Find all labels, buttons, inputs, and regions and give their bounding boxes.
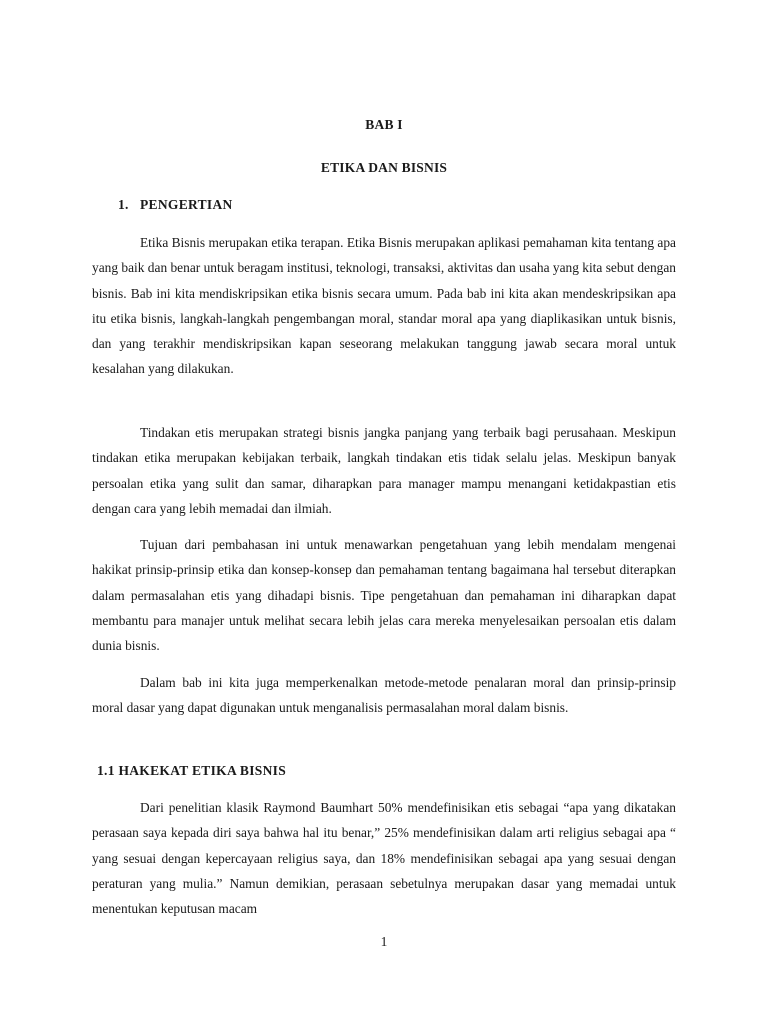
chapter-title: ETIKA DAN BISNIS [320, 160, 448, 175]
section-heading-pengertian [118, 197, 233, 213]
paragraph-5: Dari penelitian klasik Raymond Baumhart 50% mendefinisikan etis sebagai “apa yang dikatakan perasaan saya kepada diri saya bahwa hal itu benar,” 25% mendefinisikan dalam arti religius sebagai apa “ yang sesuai dengan kepercayaan religius saya, dan 18% mendefinisikan sebagai apa yang sesuai dengan peraturan yang mulia.” Namun demikian, perasaan sebetulnya merupakan dasar yang memadai untuk menentukan keputusan macam [92, 800, 676, 917]
paragraph-1: Etika Bisnis merupakan etika terapan. Etika Bisnis merupakan aplikasi pemahaman kita tentang apa yang baik dan benar untuk beragam institusi, teknologi, transaksi, aktivitas dan usaha yang kita sebut dengan bisnis. Bab ini kita mendiskripsikan etika bisnis secara umum. Pada bab ini kita akan mendeskripsikan apa itu etika bisnis, langkah-langkah pengembangan moral, standar moral apa yang diaplikasikan untuk bisnis, dan yang terakhir mendiskripsikan kapan seseorang melakukan tanggung jawab secara moral untuk kesalahan yang dilakukan. [92, 235, 676, 377]
section-number: 1. [118, 197, 129, 212]
paragraph-3: Tujuan dari pembahasan ini untuk menawarkan pengetahuan yang lebih mendalam mengenai hakikat prinsip-prinsip etika dan konsep-konsep dan pemahaman tentang bagaimana hal tersebut diterapkan dalam permasalahan etis yang dihadapi bisnis. Tipe pengetahuan dan pemahaman ini diharapkan dapat membantu para manajer untuk melihat secara lebih jelas cara mereka menyelesaikan persoalan etis dalam dunia bisnis. [92, 537, 676, 654]
section-title: PENGERTIAN [140, 197, 233, 212]
paragraph-4: Dalam bab ini kita juga memperkenalkan metode-metode penalaran moral dan prinsip-prinsip moral dasar yang dapat digunakan untuk menganalisis permasalahan moral dalam bisnis. [92, 675, 676, 716]
page-number: 1 [380, 934, 388, 949]
section-heading-hakekat: 1.1 HAKEKAT ETIKA BISNIS [97, 763, 287, 778]
chapter-label: BAB I [365, 117, 403, 132]
paragraph-2: Tindakan etis merupakan strategi bisnis jangka panjang yang terbaik bagi perusahaan. Meskipun tindakan etika merupakan kebijakan terbaik, langkah tindakan etis tidak selalu jelas. Meskipun banyak persoalan etika yang sulit dan samar, diharapkan para manager mampu menangani ketidakpastian etis dengan cara yang lebih memadai dan ilmiah. [92, 425, 676, 516]
